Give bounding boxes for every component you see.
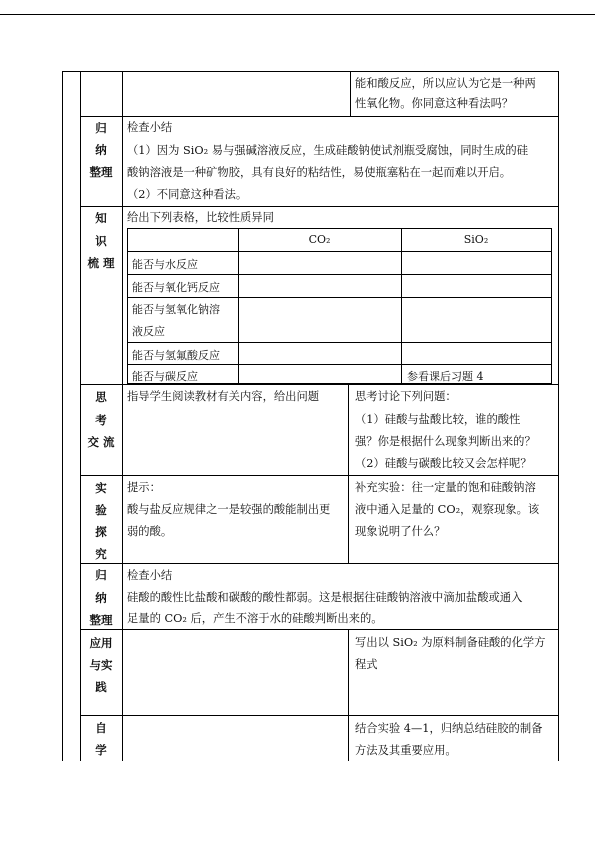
summary-line: 酸钠溶液是一种矿物胶，具有良好的粘结性，易使瓶塞粘在一起而难以开启。 <box>127 166 512 179</box>
row-label: 探 <box>95 525 107 539</box>
row-divider <box>80 563 558 564</box>
hint-line: 提示： <box>127 481 161 494</box>
discussion-line: （2）硅酸与碳酸比较又会怎样呢？ <box>355 457 532 470</box>
row-label: 学 <box>95 743 107 757</box>
row-label: 纳 <box>95 591 107 605</box>
continued-text: 性氧化物。你同意这种看法吗？ <box>355 97 514 110</box>
row-label: 验 <box>95 503 107 517</box>
table-cell-note: 参看课后习题 4 <box>407 370 484 383</box>
summary-line: 检查小结 <box>127 121 173 134</box>
row-label: 归 <box>95 568 107 582</box>
table-left-border <box>62 71 63 761</box>
teacher-guidance: 指导学生阅读教材有关内容，给出问题 <box>127 390 320 403</box>
row-label: 实 <box>95 481 107 495</box>
split-divider <box>348 629 349 761</box>
col-header-co2: CO₂ <box>308 233 331 246</box>
row-label: 梳 理 <box>87 256 115 270</box>
summary-line: （2）不同意这种看法。 <box>127 188 248 201</box>
self-study-line: 结合实验 4—1，归纳总结硅胶的制备 <box>355 722 543 735</box>
row-label: 自 <box>95 721 107 735</box>
summary-line: 硅酸的酸性比盐酸和碳酸的酸性都弱。这是根据往硅酸钠溶液中滴加盐酸或通入 <box>127 591 523 604</box>
comparison-table <box>127 228 551 384</box>
hint-line: 弱的酸。 <box>127 525 173 538</box>
row-header: 液反应 <box>132 325 165 338</box>
row-label: 思 <box>95 390 107 404</box>
row-header: 能否与水反应 <box>132 258 198 271</box>
row-header: 能否与氢氧化钠溶 <box>132 303 220 316</box>
row-label: 应用 <box>89 636 113 650</box>
row-label: 纳 <box>95 143 107 157</box>
page-header-rule <box>0 14 595 15</box>
experiment-line: 补充实验：往一定量的饱和硅酸钠溶 <box>355 481 536 494</box>
row-header: 能否与氢氟酸反应 <box>132 349 220 362</box>
row-label: 识 <box>95 234 107 248</box>
table-right-border <box>558 71 559 761</box>
self-study-line: 方法及其重要应用。 <box>355 744 457 757</box>
summary-line: （1）因为 SiO₂ 易与强碱溶液反应，生成硅酸钠使试剂瓶受腐蚀，同时生成的硅 <box>127 144 529 157</box>
row-header: 能否与氧化钙反应 <box>132 281 220 294</box>
continued-text: 能和酸反应，所以应认为它是一种两 <box>355 77 536 90</box>
summary-line: 检查小结 <box>127 569 173 582</box>
summary-line: 足量的 CO₂ 后，产生不溶于水的硅酸判断出来的。 <box>127 612 383 625</box>
row-label: 归 <box>95 121 107 135</box>
row-label: 与实 <box>89 658 113 672</box>
split-divider <box>348 384 349 563</box>
practice-line: 程式 <box>355 658 378 671</box>
row-divider <box>80 715 558 716</box>
practice-line: 写出以 SiO₂ 为原料制备硅酸的化学方 <box>355 636 546 649</box>
label-column-divider <box>122 71 123 761</box>
discussion-line: （1）硅酸与盐酸比较，谁的酸性 <box>355 413 521 426</box>
hint-line: 酸与盐反应规律之一是较强的酸能制出更 <box>127 503 331 516</box>
table-top-border <box>62 71 558 72</box>
row-label: 践 <box>95 680 107 694</box>
row-label: 交 流 <box>87 435 115 449</box>
row-label: 究 <box>95 547 107 561</box>
row-header: 能否与碳反应 <box>132 370 198 383</box>
split-divider <box>350 71 351 116</box>
row-label: 知 <box>95 211 107 225</box>
row-label: 整理 <box>89 613 113 627</box>
row-label: 考 <box>95 413 107 427</box>
experiment-line: 现象说明了什么？ <box>355 525 446 538</box>
col-header-sio2: SiO₂ <box>463 233 489 246</box>
row-divider <box>80 384 558 385</box>
table-inner-left-border <box>80 71 81 761</box>
discussion-line: 强？你是根据什么现象判断出来的？ <box>355 435 536 448</box>
experiment-line: 液中通入足量的 CO₂，观察现象。该 <box>355 503 540 516</box>
row-label: 整理 <box>89 165 113 179</box>
table-intro: 给出下列表格，比较性质异同 <box>127 211 274 224</box>
discussion-line: 思考讨论下列问题： <box>355 390 457 403</box>
